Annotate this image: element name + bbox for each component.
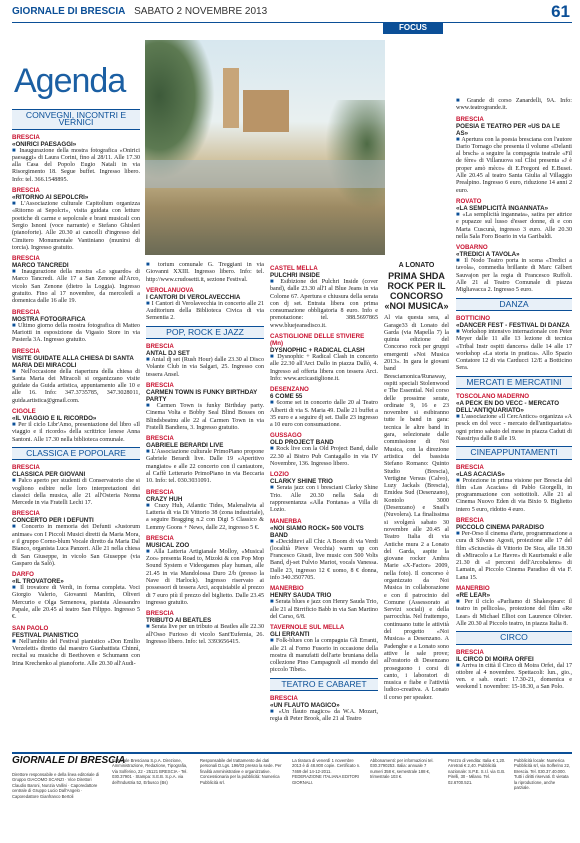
bullet-square-icon: ■	[12, 524, 22, 531]
event-city: BOTTICINO	[456, 314, 491, 322]
event-title: DYSNOPHIC + RADICAL CLASH	[270, 347, 365, 355]
event-title: POESIA E TEATRO PER «US DA LE AS»	[456, 122, 560, 137]
event-title: «ONIRICI PAESAGGI»	[12, 140, 77, 148]
section-tag-focus: FOCUS	[383, 22, 443, 34]
event-city: MANERBIO	[270, 585, 304, 593]
event-title: «LA SEMPLICITÀ INGANNATA»	[456, 204, 549, 212]
section-heading: CLASSICA E POPOLARE	[12, 447, 140, 460]
event-title: HENRY SAUDA TRIO	[270, 592, 332, 600]
event-text: ■ Per il ciclo Libr'Amo, presentazione del libro «Il viaggio e il ricordo» della scrittrice lenese Anna Santoni. Alle 17.30 nella biblioteca comunale.	[12, 422, 140, 443]
event-title: MARCO TANCREDI	[12, 262, 69, 270]
event-title: 6 COME 55	[270, 393, 303, 401]
bullet-square-icon: ■	[146, 402, 157, 409]
event-city: VEROLANUOVA	[146, 286, 194, 294]
event-city: LOZIO	[270, 471, 289, 479]
event-city: TOSCOLANO MADERNO	[456, 393, 530, 401]
section-heading: CIRCO	[456, 631, 572, 644]
bullet-square-icon: ■	[12, 201, 21, 208]
bullet-square-icon: ■	[456, 211, 463, 218]
event-title: CLASSICA PER GIOVANI	[12, 471, 86, 479]
column-2	[146, 262, 264, 751]
section-heading: MERCATI E MERCATINI	[456, 376, 572, 389]
colophon-editors: Direttore responsabile e della linea editoriale di Gruppo GIACOMO SCANZI · Vice Direttori Claudio Baroni, Nunzia Vallini · Caporedattore centrale di Gruppo Lucio Dall'Angelo · Caporedattore Gianfranco Bertoli	[12, 772, 100, 799]
event-text: ■ Per il ciclo «Parliamo di Shakespeare: il teatro in pellicola», proiezione del film «Re Lear» di Michael Elliot con Laurence Olivier. Alle 20.30 al Piccolo teatro, in piazza Italia 8.	[456, 599, 572, 627]
event-title: GABRIELE BERARDI LIVE	[146, 442, 224, 450]
page-number: 61	[551, 2, 570, 21]
colophon-prices: Prezzo di vendita: Italia € 1,20. Arretrati € 2,40. Pubblicità nazionale: S.P.E. S.r.l. via G.B. Pirelli, 30 - Milano. Tel. 02.6700.521.	[448, 758, 506, 785]
bullet-square-icon: ■	[146, 502, 155, 509]
column-3	[270, 262, 378, 751]
event-city: BRESCIA	[146, 534, 174, 542]
event-city: BRESCIA	[270, 694, 298, 702]
event-title: FESTIVAL PIANISTICO	[12, 631, 79, 639]
event-text: ■ Carmen Town is funky Birthday party. Cinema Volta e Bobby Seal Blind Bosses on Blindsbeatnu alle 22 al Carmen Town in via Fratelli Bandiera, 3. Ingresso gratuito.	[146, 402, 264, 431]
event-city: BRESCIA	[456, 516, 484, 524]
bullet-square-icon: ■	[270, 708, 279, 715]
header-rule	[12, 22, 572, 23]
issue-date: SABATO 2 NOVEMBRE 2013	[134, 6, 268, 17]
event-city: BRESCIA	[12, 308, 40, 316]
event-text: ■ Serata blues e jazz con Henry Sauda Trio, alle 21 al Birrificio Babb in via San Martino del Carso, 6/8.	[270, 599, 378, 620]
event-title: «IL VIAGGIO E IL RICORDO»	[12, 415, 97, 423]
bullet-square-icon: ■	[456, 530, 462, 537]
colophon-subscriptions: Abbonamenti: per informazioni tel. 030.3790253. Italia: annuale 7 numeri 358 €, semestrale 188 €, trimestrale 103 €.	[370, 758, 434, 780]
photo-castle-building	[243, 90, 289, 132]
section-heading: DANZA	[456, 298, 572, 311]
event-text: ■ Proiezione in prima visione per Brescia del film «Las Acacias» di Pablo Giorgelli, in programmazione con sottotitoli. Alle 21 al Cinema Nuovo Eden di via Bixio 9. Biglietto intero 5 euro, ridotto 4 euro.	[456, 477, 572, 513]
event-title: «RITORNO AI SEPOLCRI»	[12, 194, 89, 202]
event-title: VISITE GUIDATE ALLA CHIESA DI SANTA MARIA DEI MIRACOLI	[12, 354, 134, 369]
event-title: «NOI SIAMO ROCK» 500 VOLTS BAND	[270, 524, 364, 539]
event-city: MANERBA	[270, 517, 302, 525]
bullet-square-icon: ■	[146, 624, 152, 631]
section-heading: TEATRO E CABARET	[270, 678, 378, 691]
colophon-brand: GIORNALE DI BRESCIA	[12, 755, 126, 766]
bullet-square-icon: ■	[456, 477, 463, 484]
bullet-square-icon: ■	[12, 368, 21, 375]
event-city: GUSSAGO	[270, 432, 302, 440]
event-city: BRESCIA	[456, 648, 484, 656]
event-text: ■ Concerto in memoria dei Defunti «Justorum animae» con I Piccoli Musici diretti da Maria Mora, e il gruppo Corno-blum Vocale diretto da Maria Dal Bianco, organista Luca Panzeri. Alle 21 nella chiesa di San Giuseppe, in vicolo San Giuseppe (via Gasparo da Salò).	[12, 524, 140, 567]
event-title: PICCOLO CINEMA PARADISO	[456, 523, 545, 531]
event-city: MANERBIO	[456, 585, 490, 593]
event-city: BRESCIA	[12, 133, 40, 141]
bullet-square-icon: ■	[12, 638, 19, 645]
bullet-square-icon: ■	[146, 300, 152, 307]
event-text: ■ Nell'occasione della riapertura della chiesa di Santa Maria dei Miracoli si organizzano visite guidate da Guida artistica, appuntamento alle 10 e alle 16. Info: 347.3735785, 347.3028011, guida.artistica@gmail.com.	[12, 368, 140, 404]
event-title: «A PECK EN DO VECC - MERCATO DELL'ANTIQUARIATO»	[456, 400, 560, 415]
event-text: ■ Nell'ambito del Festival pianistico «Don Emilio Verzeletti» diretto dal maestro Gianbattista Chinnì, recital su musiche di Beethoven e Schumann con Irina Krechenko al pianoforte. Alle 20.30 all'Audi-	[12, 638, 140, 667]
event-title: «LAS ACACIAS»	[456, 470, 505, 478]
castle-photo	[145, 40, 385, 255]
event-text: ■ Inaugurazione della mostra «Lo sguardo» di Marco Tancredi. Alle 17 a San Zenone all'Arco, vicolo San Zenone (dietro la Loggia). Ingresso gratuito. Fino al 17 novembre, da mercoledì a domenica dalle 16 alle 19.	[12, 269, 140, 305]
colophon-privacy: Responsabile del trattamento dei dati personali D.Lgs. 196/03 presso la sede. Per finalità amministrative e organizzative. Concessionaria per la pubblicità: Numerica Pubblicità srl.	[200, 758, 282, 785]
feature-headline: PRIMA SHDA ROCK PER IL CONCORSO «NOI MUSICA»	[384, 271, 449, 312]
event-city: BRESCIA	[146, 381, 174, 389]
event-title: CARMEN TOWN IS FUNKY BIRTHDAY PARTY	[146, 388, 258, 403]
event-city: TAVERNOLE SUL MELLA	[270, 624, 345, 632]
bullet-square-icon: ■	[12, 585, 21, 592]
photo-lake	[145, 160, 385, 188]
bullet-square-icon: ■	[270, 638, 277, 645]
masthead-brand: GIORNALE DI BRESCIA	[12, 6, 126, 17]
event-city: BRESCIA	[12, 464, 40, 472]
section-heading: POP, ROCK E JAZZ	[146, 326, 264, 339]
event-title: I CANTORI DI VEROLAVECCHIA	[146, 293, 241, 301]
event-text: ■ «La semplicità ingannata», satira per attrice e pupazze sul lusso d'esser donne, di e con Marta Cuscunà, ingresso 3 euro. Alle 20.30 nella Sala Foro Boario in via Garibaldi.	[456, 211, 572, 240]
event-title: «UN FLAUTO MAGICO»	[270, 701, 340, 709]
photo-castle-tower	[223, 68, 239, 128]
event-text: ■ Serata live per un tributo ai Beatles alle 22.30 all'Osso Furioso di vicolo Sant'Eufemia, 26. Ingresso libero. Info: tel. 3393656415.	[146, 624, 264, 645]
colophon-print-run: La tiratura di venerdì 1 novembre 2013 è di 48.800 copie. Certificato n. 7469 del 14-12-2011. FEDERAZIONE ITALIANA EDITORI GIORNALI.	[292, 758, 361, 785]
event-text: ■ Dysnophic + Radical Clash in concerto alle 22.30 all'Arci Dallo in piazza Dallò, 4. Ingresso ad offerta libera con tessera Arci. Info: www.arcicastiglione.it.	[270, 354, 378, 382]
feature-city: A LONATO	[398, 262, 435, 269]
bullet-square-icon: ■	[270, 538, 276, 545]
event-city: CASTIGLIONE DELLE STIVIERE (Mn)	[270, 333, 365, 348]
bullet-square-icon: ■	[270, 446, 277, 453]
event-text: ■ Grande di corso Zanardelli, 9A. Info: www.teatrogrande.it.	[456, 98, 572, 112]
event-text: ■ Ultimo giorno della mostra fotografica di Matteo Mariotti in esposizione da Vigasio Store in via Pusterla 3A. Ingresso gratuito.	[12, 322, 140, 344]
event-title: ANTAL DJ SET	[146, 350, 190, 358]
event-text: ■ Il Nodo Teatro porta in scena «Tredici a tavola», commedia brillante di Marc Gilbert Sauvajon per la regia di Francesco Ruffoli. Alle 21 al Teatro Comunale di piazza Migliavacca 2. Ingresso 5 euro.	[456, 258, 572, 294]
bullet-square-icon: ■	[456, 136, 462, 143]
event-text: ■ Esibizione dei Pulchri Inside (cover band), dalle 23.30 all'I al Blue Jeans in via Colome 67. Apertura e chiusura della serata con dj set. Entrata libera con prima consumazione obbligatoria 8 euro. Info e prenotazione: tel. 388.5697865 www.bluejeansdisco.it.	[270, 279, 378, 329]
event-city: BRESCIA	[456, 115, 484, 123]
event-title: «DANCER FEST - FESTIVAL DI DANZA	[456, 321, 570, 329]
bullet-square-icon: ■	[12, 422, 19, 429]
event-title: IL CIRCO DI MOIRA ORFEI	[456, 655, 534, 663]
event-text: ■ Crazy Huh, Atlantic Tides, Malenalivia al Latteria di via Di Vittorio 38 (zona industriale), a seguire Bragging n.2 con Digi 5 Classico & Lemmy Goons + News, dalle 22, ingresso 5 €.	[146, 502, 264, 531]
bullet-square-icon: ■	[270, 485, 277, 492]
feature-column	[384, 262, 449, 751]
event-title: CLARKY SHINE TRIO	[270, 478, 333, 486]
bullet-square-icon: ■	[270, 279, 281, 285]
event-text: ■ Arriva in città il Circo di Moira Orfei, dal 17 ottobre al 4 novembre. Spettacoli: lun., gio., ven. e sab. orari: 17.30-21, domenica e weekend 1 novembre: 15-18.30, a San Polo.	[456, 662, 572, 691]
bullet-square-icon: ■	[456, 662, 462, 669]
column-1	[12, 106, 140, 751]
event-city: BRESCIA	[456, 463, 484, 471]
colophon-advertising: Pubblicità locale: Numerica Pubblicità srl, via Solferino 22, Brescia. Tel. 030.37.40.000. Tutti i diritti riservati. È vietata la riproduzione, anche parziale.	[514, 758, 571, 791]
event-text: ■ torium comunale G. Treggiani in via Giovanni XXIII. Ingresso libero. Info: tel. http://www.crudosetti.it, sezione Festival.	[146, 262, 264, 283]
event-title: CRAZY HUH	[146, 495, 183, 503]
event-city: BRESCIA	[146, 343, 174, 351]
event-title: MOSTRA FOTOGRAFICA	[12, 315, 86, 323]
bullet-square-icon: ■	[12, 322, 19, 329]
event-title: OLD PROJECT BAND	[270, 439, 334, 447]
event-city: BRESCIA	[146, 610, 174, 618]
bullet-square-icon: ■	[12, 269, 22, 276]
bullet-square-icon: ■	[456, 599, 465, 606]
event-text: ■ «Un flauto magico» da W.A. Mozart, regia di Peter Brook, alle 21 al Teatro	[270, 708, 378, 723]
event-city: BRESCIA	[12, 187, 40, 195]
event-city: CIGOLE	[12, 408, 36, 416]
section-heading: CONVEGNI, INCONTRI E VERNICI	[12, 109, 140, 130]
event-text: ■ Palco aperto per studenti di Conservatorio che si vogliono esibire nelle loro interpretazioni dei classici della musica, alle 21 all'Osteria Nonna Mercede in via Fratelli Lechi 17.	[12, 478, 140, 507]
bullet-square-icon: ■	[456, 414, 462, 421]
photo-tree-left	[145, 40, 215, 180]
event-title: «RE LEAR»	[456, 592, 491, 600]
event-text: ■ Alla Latteria Artigianale Molloy, «Musical Zoo» presenta Road to, Mizoki & con Pop Mop Sound System e Videogames play human, alle 21.45 in via Mandolossa Duro 2/b (presso la Nave di Harlock). Ingresso riservato ai possessori di tessera Arci, acquistabile al prezzo di 7 euro più il prezzo del biglietto. Dalle 23.45 ingresso gratuito.	[146, 548, 264, 606]
event-city: SAN PAOLO	[12, 624, 49, 632]
colophon-publisher: Editoriale Bresciana S.p.A. Direzione, Amministrazione, Redazione, Tipografia, Via Solferino, 22 - 25121 BRESCIA - Tel. 030.37901 · Stampa: S.E.B. S.p.A. via dell'Industria 52, Erbusco (Bs)	[112, 758, 188, 785]
bullet-square-icon: ■	[146, 449, 152, 456]
event-text: ■ Inaugurazione della mostra fotografica «Onirici paesaggi» di Laura Corini, fino al 28/11. Alle 17.30 alla Casa del Popolo Eugio Natali in via Risorgimento 18. Segue buffet. Ingresso libero. Info: tel. 366.1548895.	[12, 147, 140, 183]
event-text: ■ Per-Orso il cinema d'arte, programmazione a cura di Silvano Agosti, proiezione alle 17 del film «Sciuscià» di Vittorio De Sica, alle 18.30 di «Miracolo a Le Havre» di Kaurismaki e alle 21.30 di «I percorsi dell'Arcobaleno» di Lamain, al Piccolo Cinema Paradiso di via F. Lana 15.	[456, 530, 572, 581]
page-header	[12, 2, 572, 22]
event-title: MUSICAL ZOO	[146, 541, 190, 549]
event-text: ■ Folk-blues con la compagnia Gli Erranti, alle 21 al Forno Fusorio in occasione della mostra di manufatti dell'arte bruniana della collezione Pino Campagnoli «il mondo del piccolo Tibet».	[270, 638, 378, 674]
event-text: ■ Il trovatore di Verdi, in forma completa. Voci Giorgio Valerio, Giovanni Manfrin, Oliveri Mercurio e Olga Semenova, pianista Alessandro Papale, alle 20.45 al teatro San Filippo. Ingresso 5 €.	[12, 585, 140, 621]
event-text: ■ Serata jazz con i bresciani Clarky Shine Trio. Alle 20.30 nella Sala di rappresentanza «Alla Fontana» a Villa di Lozio.	[270, 485, 378, 514]
event-city: ROVATO	[456, 197, 482, 205]
event-text: ■ Antal dj set (Rush Hour) dalle 23.30 al Disco Volante Club in via Salgari, 25. Ingresso con tessera Ansel.	[146, 357, 264, 378]
event-city: BRESCIA	[12, 255, 40, 263]
event-city: BRESCIA	[146, 435, 174, 443]
page-title: Agenda	[14, 62, 126, 100]
event-text: ■ Rock live con la Old Project Band, dalle 22.30 al Bistro Pub Cantagallo in via IV Novembre, 136. Ingresso libero.	[270, 446, 378, 468]
bullet-square-icon: ■	[146, 548, 154, 555]
event-text: ■ L'Associazione culturale Capitolium organizza «Ritorno ai Sepolcri», visita guidata con letture poetiche di carme e sepolcrale e brani musicali con Sergio Isnoni (voce narrante) e Stefano Ghisleri (pianoforte). Alle 20.30 ai cancelli d'ingresso del Cimitero Monumentale Vantiniano (munirsi di torcia). Ingresso gratuito.	[12, 201, 140, 251]
event-title: TRIBUTO AI BEATLES	[146, 617, 212, 625]
bullet-square-icon: ■	[456, 328, 462, 335]
event-title: GLI ERRANTI	[270, 631, 310, 639]
feature-text: Al via questa sera, al Garage33 di Lonato del Garda (via Mapella 7) la quinta edizione del Concorso rock per gruppi emergenti «Noi Musica 2013». In gara le giovani band Bresciamonica/Runaway, ospiti speciali Stolenwood e The Essential. Nel corso delle prossime serate, ordinate 9, 16 e 23 novembre si esibiranno tutte le band in gara: tecnica le altre band in gara, selezionate dalle commissione di Noi Musica, con la direzione artistica del bassista Stefano Romano: Quinto Studio (Brescia), Vertigine Versus (Calvo), Luzy Jackals (Brescia), Emidea Sud (Desenzano), Kontolo 3000 (Desenzano) e Snail's (Nuvolera). La finalissima si svolgerà sabato 30 novembre alle 20.45 al Teatro Italia di via Antiche mura 2 a Lonato del Garda, aspite la giovane rocker Ambra Marie «X-Factor» 2009, nella foto). Il concorso è organizzato da Noi Musica in collaborazione e con il patrocinio del Comune (Assessorato ai Servizi sociali) e della parrocchia. Nel frattempo, continuano tutte le attività del progetto «Noi Musica» a Desenzano. A Padenghe e a Lonato sono attive le sale prove; all'oratorio di Desenzano proseguono i corsi di canto, i laboratori di musica e fiabe e l'attività ludico-creativa. A Lonato il corso per speaker.	[384, 315, 449, 701]
event-text: ■ L'Associazione culturale PrimoPiano propone Gabriele Berardi live. Dalle 19 «Aperitivo mangiato» e alle 22 concerto con il cantautore, al Caffè Letterario PrimoPiano in via Beccaria 10. Info: tel. 030.3031091.	[146, 449, 264, 485]
bullet-square-icon: ■	[456, 98, 467, 104]
event-text: ■ L'associazione «Il CercAntico» organizza «A pesck en dol vecc - mercato dell'antiquariato» ogni primo sabato del mese in piazza Caduti di Nassiriya dalle 8 alle 19.	[456, 414, 572, 442]
bullet-square-icon: ■	[12, 478, 19, 485]
event-text: ■ I Cantori di Verolavecchia in concerto alle 21 Auditorium della Biblioteca Civica di via Sementia 2.	[146, 300, 264, 322]
event-city: BRESCIA	[146, 488, 174, 496]
event-title: PULCHRI INSIDE	[270, 272, 320, 279]
bullet-square-icon: ■	[270, 354, 278, 361]
event-city: BRESCIA	[12, 347, 40, 355]
section-heading: CINEAPPUNTAMENTI	[456, 446, 572, 459]
bullet-square-icon: ■	[270, 599, 276, 606]
event-title: CONCERTO PER I DEFUNTI	[12, 517, 94, 525]
bullet-square-icon: ■	[146, 262, 158, 268]
event-text: ■ 6come sei in concerto dalle 20 al Teatro Alberti di via S. Maria 49. Dalle 21 buffet a 35 euro e a seguire dj set. Dalle 23 ingresso a 10 euro con consumazione.	[270, 400, 378, 429]
event-text: ■ «Deciditevi all Chic A Boom di via Verdi (località Pieve Vecchia) warm up con Francesco Giusti, live music con 500 Volts Band, dj-set Fulvio Mariot, vocals Vanessa. Dalle 23, ingresso 12 € uomo, 8 € donna, info 340.3507705.	[270, 538, 378, 582]
column-5	[456, 98, 572, 751]
bullet-square-icon: ■	[12, 147, 20, 154]
event-city: DARFO	[12, 571, 34, 579]
event-title: «TREDICI A TAVOLA»	[456, 251, 520, 259]
event-city: DESENZANO	[270, 386, 309, 394]
photo-tree-right	[325, 100, 385, 210]
event-city: VOBARNO	[456, 244, 488, 252]
bullet-square-icon: ■	[456, 258, 465, 265]
event-city: CASTEL MELLA	[270, 265, 318, 272]
event-city: BRESCIA	[12, 510, 40, 518]
event-title: «IL TROVATORE»	[12, 578, 64, 586]
event-text: ■ Workshop intensivo internazionale con Peter Meyer dalle 11 alle 13 lezione di tecnica «Tribal Instr ospiti dancers» dalle 14 alle 17 workshop «La storia in pratica». Allo Spazio Contatore 12 di via Carducci 12/E a Botticino Sera.	[456, 328, 572, 372]
colophon	[12, 752, 572, 839]
bullet-square-icon: ■	[146, 357, 152, 364]
bullet-square-icon: ■	[270, 400, 277, 407]
event-text: ■ Apertura con la poesia bresciana con l'autore Dario Tornago che presenta il volume «Delanti al brsch» a seguire la compagnia teatrale «Fil de fère» di Villanuova sul Clisi presenta «J è proper amò mèco» di E.Fregoni ed E.Busei. Alle 20.45 al teatro Santa Giulia al Villaggio Prealpino. Ingresso 6 euro, riduzione 14 anni 2 euro.	[456, 136, 572, 194]
